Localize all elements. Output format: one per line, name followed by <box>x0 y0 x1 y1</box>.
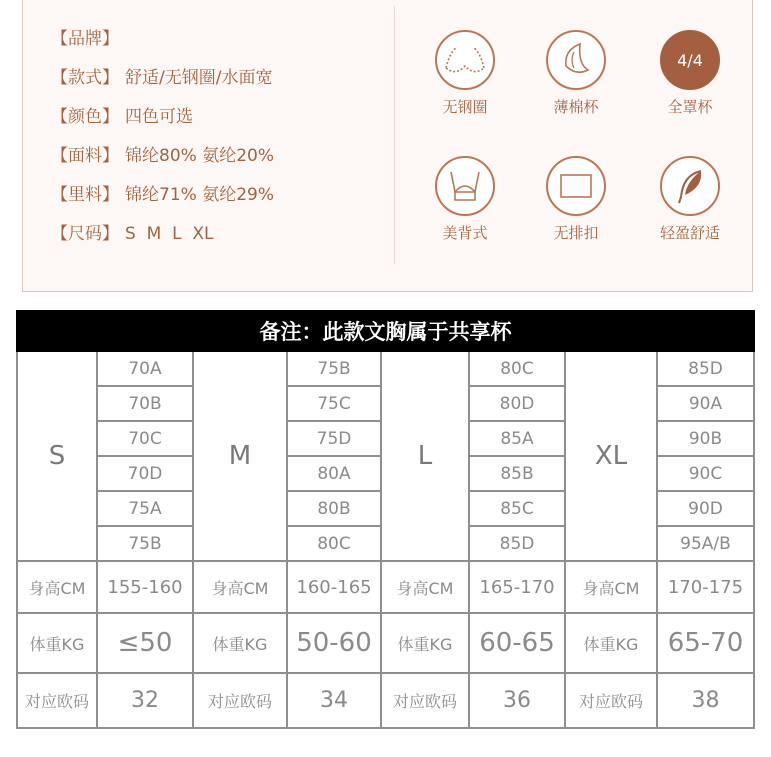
spec-key: 【颜色】 <box>51 107 119 127</box>
cup-cell: 80A <box>287 456 381 491</box>
cup-cell: 80D <box>469 386 565 421</box>
cup-cell: 70C <box>97 421 193 456</box>
size-m: M <box>193 351 287 561</box>
feature-label: 无排扣 <box>553 224 599 242</box>
cup-cell: 80C <box>469 351 565 386</box>
height-value: 155-160 <box>97 561 193 613</box>
spec-key: 【面料】 <box>51 146 119 166</box>
spec-row-color <box>51 98 274 137</box>
feature-light-comfort <box>645 156 735 243</box>
cup-cell: 75D <box>287 421 381 456</box>
spec-value: 舒适/无钢圈/水面宽 <box>125 68 273 88</box>
spec-row-fabric <box>51 137 274 176</box>
eu-size-value: 32 <box>97 673 193 728</box>
cup-cell: 75C <box>287 386 381 421</box>
cup-cell: 85D <box>469 526 565 561</box>
height-label: 身高CM <box>381 561 469 613</box>
size-xl: XL <box>565 351 657 561</box>
cup-cell: 85C <box>469 491 565 526</box>
spec-key: 【款式】 <box>51 68 119 88</box>
spec-row-brand <box>51 20 274 59</box>
full-cup-icon <box>660 30 720 90</box>
cup-cell: 90A <box>657 386 754 421</box>
spec-panel <box>22 0 753 292</box>
cup-cell: 70B <box>97 386 193 421</box>
no-hook-icon <box>546 156 606 216</box>
weight-label: 体重KG <box>565 613 657 673</box>
cup-cell: 90C <box>657 456 754 491</box>
spec-row-style <box>51 59 274 98</box>
size-table <box>16 310 755 729</box>
cup-cell: 80C <box>287 526 381 561</box>
cup-cell: 70A <box>97 351 193 386</box>
table-banner: 备注：此款文胸属于共享杯 <box>17 311 754 351</box>
weight-label: 体重KG <box>381 613 469 673</box>
spec-list <box>51 20 274 254</box>
weight-value: 50-60 <box>287 613 381 673</box>
cup-cell: 90B <box>657 421 754 456</box>
weight-value: 60-65 <box>469 613 565 673</box>
cup-cell: 80B <box>287 491 381 526</box>
feature-label: 美背式 <box>442 224 488 242</box>
height-label: 身高CM <box>17 561 97 613</box>
cup-cell: 70D <box>97 456 193 491</box>
feature-no-hook <box>531 156 621 243</box>
eu-size-value: 36 <box>469 673 565 728</box>
eu-size-label: 对应欧码 <box>381 673 469 728</box>
cup-cell: 75A <box>97 491 193 526</box>
spec-value: 锦纶71% 氨纶29% <box>125 185 274 205</box>
feature-label: 轻盈舒适 <box>659 224 720 242</box>
weight-value: ≤50 <box>97 613 193 673</box>
thin-cup-icon <box>546 30 606 90</box>
spec-value: S M L XL <box>125 224 214 244</box>
eu-size-label: 对应欧码 <box>565 673 657 728</box>
eu-size-label: 对应欧码 <box>193 673 287 728</box>
height-label: 身高CM <box>565 561 657 613</box>
spec-key: 【品牌】 <box>51 29 119 49</box>
spec-key: 【里料】 <box>51 185 119 205</box>
cup-cell: 85B <box>469 456 565 491</box>
spec-row-size <box>51 215 274 254</box>
cup-cell: 85A <box>469 421 565 456</box>
size-l: L <box>381 351 469 561</box>
height-value: 165-170 <box>469 561 565 613</box>
cup-cell: 95A/B <box>657 526 754 561</box>
weight-value: 65-70 <box>657 613 754 673</box>
eu-size-label: 对应欧码 <box>17 673 97 728</box>
feature-beautiful-back <box>420 156 510 243</box>
eu-size-value: 38 <box>657 673 754 728</box>
eu-size-value: 34 <box>287 673 381 728</box>
underwire-free-icon <box>435 30 495 90</box>
feature-underwire-free <box>420 30 510 117</box>
cup-cell: 75B <box>97 526 193 561</box>
beautiful-back-icon <box>435 156 495 216</box>
spec-key: 【尺码】 <box>51 224 119 244</box>
feature-label: 全罩杯 <box>667 98 713 116</box>
feature-label: 薄棉杯 <box>553 98 599 116</box>
cup-cell: 85D <box>657 351 754 386</box>
feather-icon <box>660 156 720 216</box>
feature-label: 无钢圈 <box>442 98 488 116</box>
weight-label: 体重KG <box>17 613 97 673</box>
size-s: S <box>17 351 97 561</box>
spec-value: 四色可选 <box>125 107 193 127</box>
feature-full-cup <box>645 30 735 117</box>
spec-row-lining <box>51 176 274 215</box>
height-value: 160-165 <box>287 561 381 613</box>
height-label: 身高CM <box>193 561 287 613</box>
spec-value: 锦纶80% 氨纶20% <box>125 146 274 166</box>
cup-cell: 90D <box>657 491 754 526</box>
full-cup-icon-text: 4/4 <box>677 50 703 70</box>
height-value: 170-175 <box>657 561 754 613</box>
feature-thin-cup <box>531 30 621 117</box>
weight-label: 体重KG <box>193 613 287 673</box>
divider <box>394 6 395 264</box>
cup-cell: 75B <box>287 351 381 386</box>
